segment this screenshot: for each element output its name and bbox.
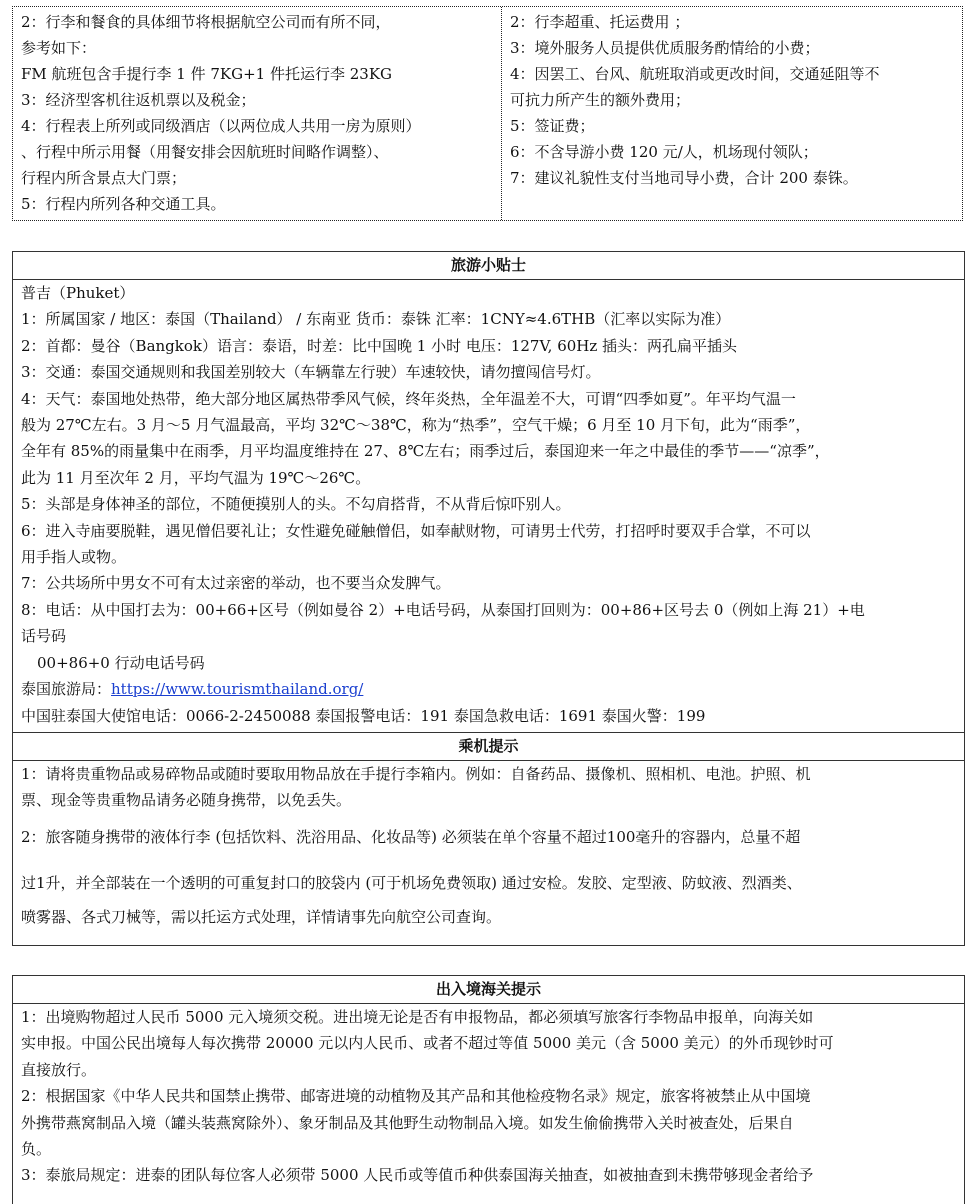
tips-line: 全年有 85%的雨量集中在雨季，月平均温度维持在 27、8℃左右；雨季过后，泰国迎来一年之中最佳的季节——“凉季”， [21, 442, 830, 461]
tips-line: 8：电话：从中国打去为：00+66+区号（例如曼谷 2）+电话号码，从泰国打回则为：00+86+区号去 0（例如上海 21）+电 [21, 600, 865, 619]
customs-line: 2：根据国家《中华人民共和国禁止携带、邮寄进境的动植物及其产品和其他检疫物名录》规定，旅客将被禁止从中国境 [21, 1087, 811, 1106]
excluded-column [502, 7, 962, 220]
travel-tips-content [13, 280, 964, 729]
customs-tips-title: 出入境海关提示 [13, 976, 964, 1004]
travel-tips-section [12, 251, 965, 733]
boarding-tips-title: 乘机提示 [13, 732, 964, 761]
tips-line: 4：天气：泰国地处热带，绝大部分地区属热带季风气候，终年炎热，全年温差不大，可谓“四季如夏”。年平均气温一 [21, 389, 796, 408]
customs-line: 直接放行。 [21, 1060, 97, 1079]
customs-line: 实申报。中国公民出境每人每次携带 20000 元以内人民币、或者不超过等值 5000 美元（含 5000 美元）的外币现钞时可 [21, 1034, 834, 1053]
boarding-line: 过1升，并全部装在一个透明的可重复封口的胶袋内 (可于机场免费领取) 通过安检。发胶、定型液、防蚊液、烈酒类、 [21, 874, 802, 892]
included-line: 、行程中所示用餐（用餐安排会因航班时间略作调整）、 [21, 143, 389, 161]
tourism-bureau-label: 泰国旅游局： [21, 680, 112, 699]
excluded-line: 4：因罢工、台风、航班取消或更改时间，交通延阻等不 [510, 65, 880, 83]
boarding-tips-content [13, 761, 964, 930]
customs-tips-section [12, 975, 965, 1204]
tips-line: 话号码 [21, 627, 67, 646]
excluded-line: 3：境外服务人员提供优质服务酌情给的小费； [510, 39, 820, 57]
tips-line: 5：头部是身体神圣的部位，不随便摸别人的头。不勾肩搭背，不从背后惊吓别人。 [21, 495, 571, 514]
tourism-bureau-line [21, 676, 958, 702]
boarding-line: 2：旅客随身携带的液体行李 (包括饮料、洗浴用品、化妆品等) 必须装在单个容量不超过100毫升的容器内，总量不超 [21, 828, 801, 846]
included-line: 3：经济型客机往返机票以及税金； [21, 91, 256, 109]
tips-line: 此为 11 月至次年 2 月，平均气温为 19℃～26℃。 [21, 468, 371, 487]
tips-line: 1：所属国家 / 地区：泰国（Thailand） / 东南亚 货币：泰铢 汇率：1CNY≈4.6THB（汇率以实际为准） [21, 310, 731, 329]
tips-line: 7：公共场所中男女不可有太过亲密的举动，也不要当众发脾气。 [21, 574, 451, 593]
customs-tips-content [13, 1004, 964, 1189]
excluded-line: 2：行李超重、托运费用 ； [510, 13, 690, 31]
included-line: 5：行程内所列各种交通工具。 [21, 195, 226, 213]
tips-line: 6：进入寺庙要脱鞋，遇见僧侣要礼让；女性避免碰触僧侣，如奉献财物，可请男士代劳，打招呼时要双手合掌，不可以 [21, 521, 811, 540]
boarding-line: 票、现金等贵重物品请务必随身携带，以免丢失。 [21, 791, 352, 809]
included-line: FM 航班包含手提行李 1 件 7KG+1 件托运行李 23KG [21, 65, 393, 83]
boarding-line: 1：请将贵重物品或易碎物品或随时要取用物品放在手提行李箱内。例如：自备药品、摄像机、照相机、电池。护照、机 [21, 765, 811, 783]
tips-line: 般为 27℃左右。3 月～5 月气温最高，平均 32℃～38℃，称为“热季”，空气干燥；6 月至 10 月下旬，此为“雨季”， [21, 416, 811, 435]
included-line: 行程内所含景点大门票； [21, 169, 187, 187]
boarding-tips-section [12, 732, 965, 946]
customs-line: 1：出境购物超过人民币 5000 元入境须交税。进出境无论是否有申报物品，都必须填写旅客行李物品申报单，向海关如 [21, 1008, 814, 1026]
included-column [13, 7, 502, 220]
customs-line: 3：泰旅局规定：进泰的团队每位客人必须带 5000 人民币或等值币种供泰国海关抽查，如被抽查到未携带够现金者给予 [21, 1166, 814, 1185]
tips-line: 普吉（Phuket） [21, 284, 135, 302]
customs-line: 负。 [21, 1140, 52, 1159]
excluded-line: 6：不含导游小费 120 元/人，机场现付领队； [510, 143, 818, 161]
included-line: 2：行李和餐食的具体细节将根据航空公司而有所不同， [21, 13, 391, 31]
excluded-line: 5：签证费； [510, 117, 595, 135]
travel-tips-title: 旅游小贴士 [13, 252, 964, 280]
emergency-phone-line: 中国驻泰国大使馆电话：0066-2-2450088 泰国报警电话：191 泰国急救电话：1691 泰国火警：199 [21, 706, 706, 725]
tips-line: 2：首都：曼谷（Bangkok）语言：泰语，时差：比中国晚 1 小时 电压：127V, 60Hz 插头：两孔扁平插头 [21, 336, 738, 355]
mobile-phone-line: 00+86+0 行动电话号码 [37, 653, 205, 672]
included-line: 4：行程表上所列或同级酒店（以两位成人共用一房为原则） [21, 117, 421, 135]
excluded-line: 可抗力所产生的额外费用； [510, 91, 691, 109]
tips-line: 用手指人或物。 [21, 548, 127, 567]
included-line: 参考如下： [21, 39, 97, 57]
excluded-line: 7：建议礼貌性支付当地司导小费，合计 200 泰铢。 [510, 169, 858, 187]
boarding-line: 喷雾器、各式刀械等，需以托运方式处理，详情请事先向航空公司查询。 [21, 908, 502, 926]
tourism-bureau-link[interactable]: https://www.tourismthailand.org/ [111, 680, 364, 699]
tips-line: 3：交通：泰国交通规则和我国差别较大（车辆靠左行驶）车速较快，请勿擅闯信号灯。 [21, 363, 601, 382]
customs-line: 外携带燕窝制品入境（罐头装燕窝除外）、象牙制品及其他野生动物制品入境。如发生偷偷携带入关时被查处，后果自 [21, 1113, 794, 1132]
included-excluded-table [12, 6, 963, 221]
